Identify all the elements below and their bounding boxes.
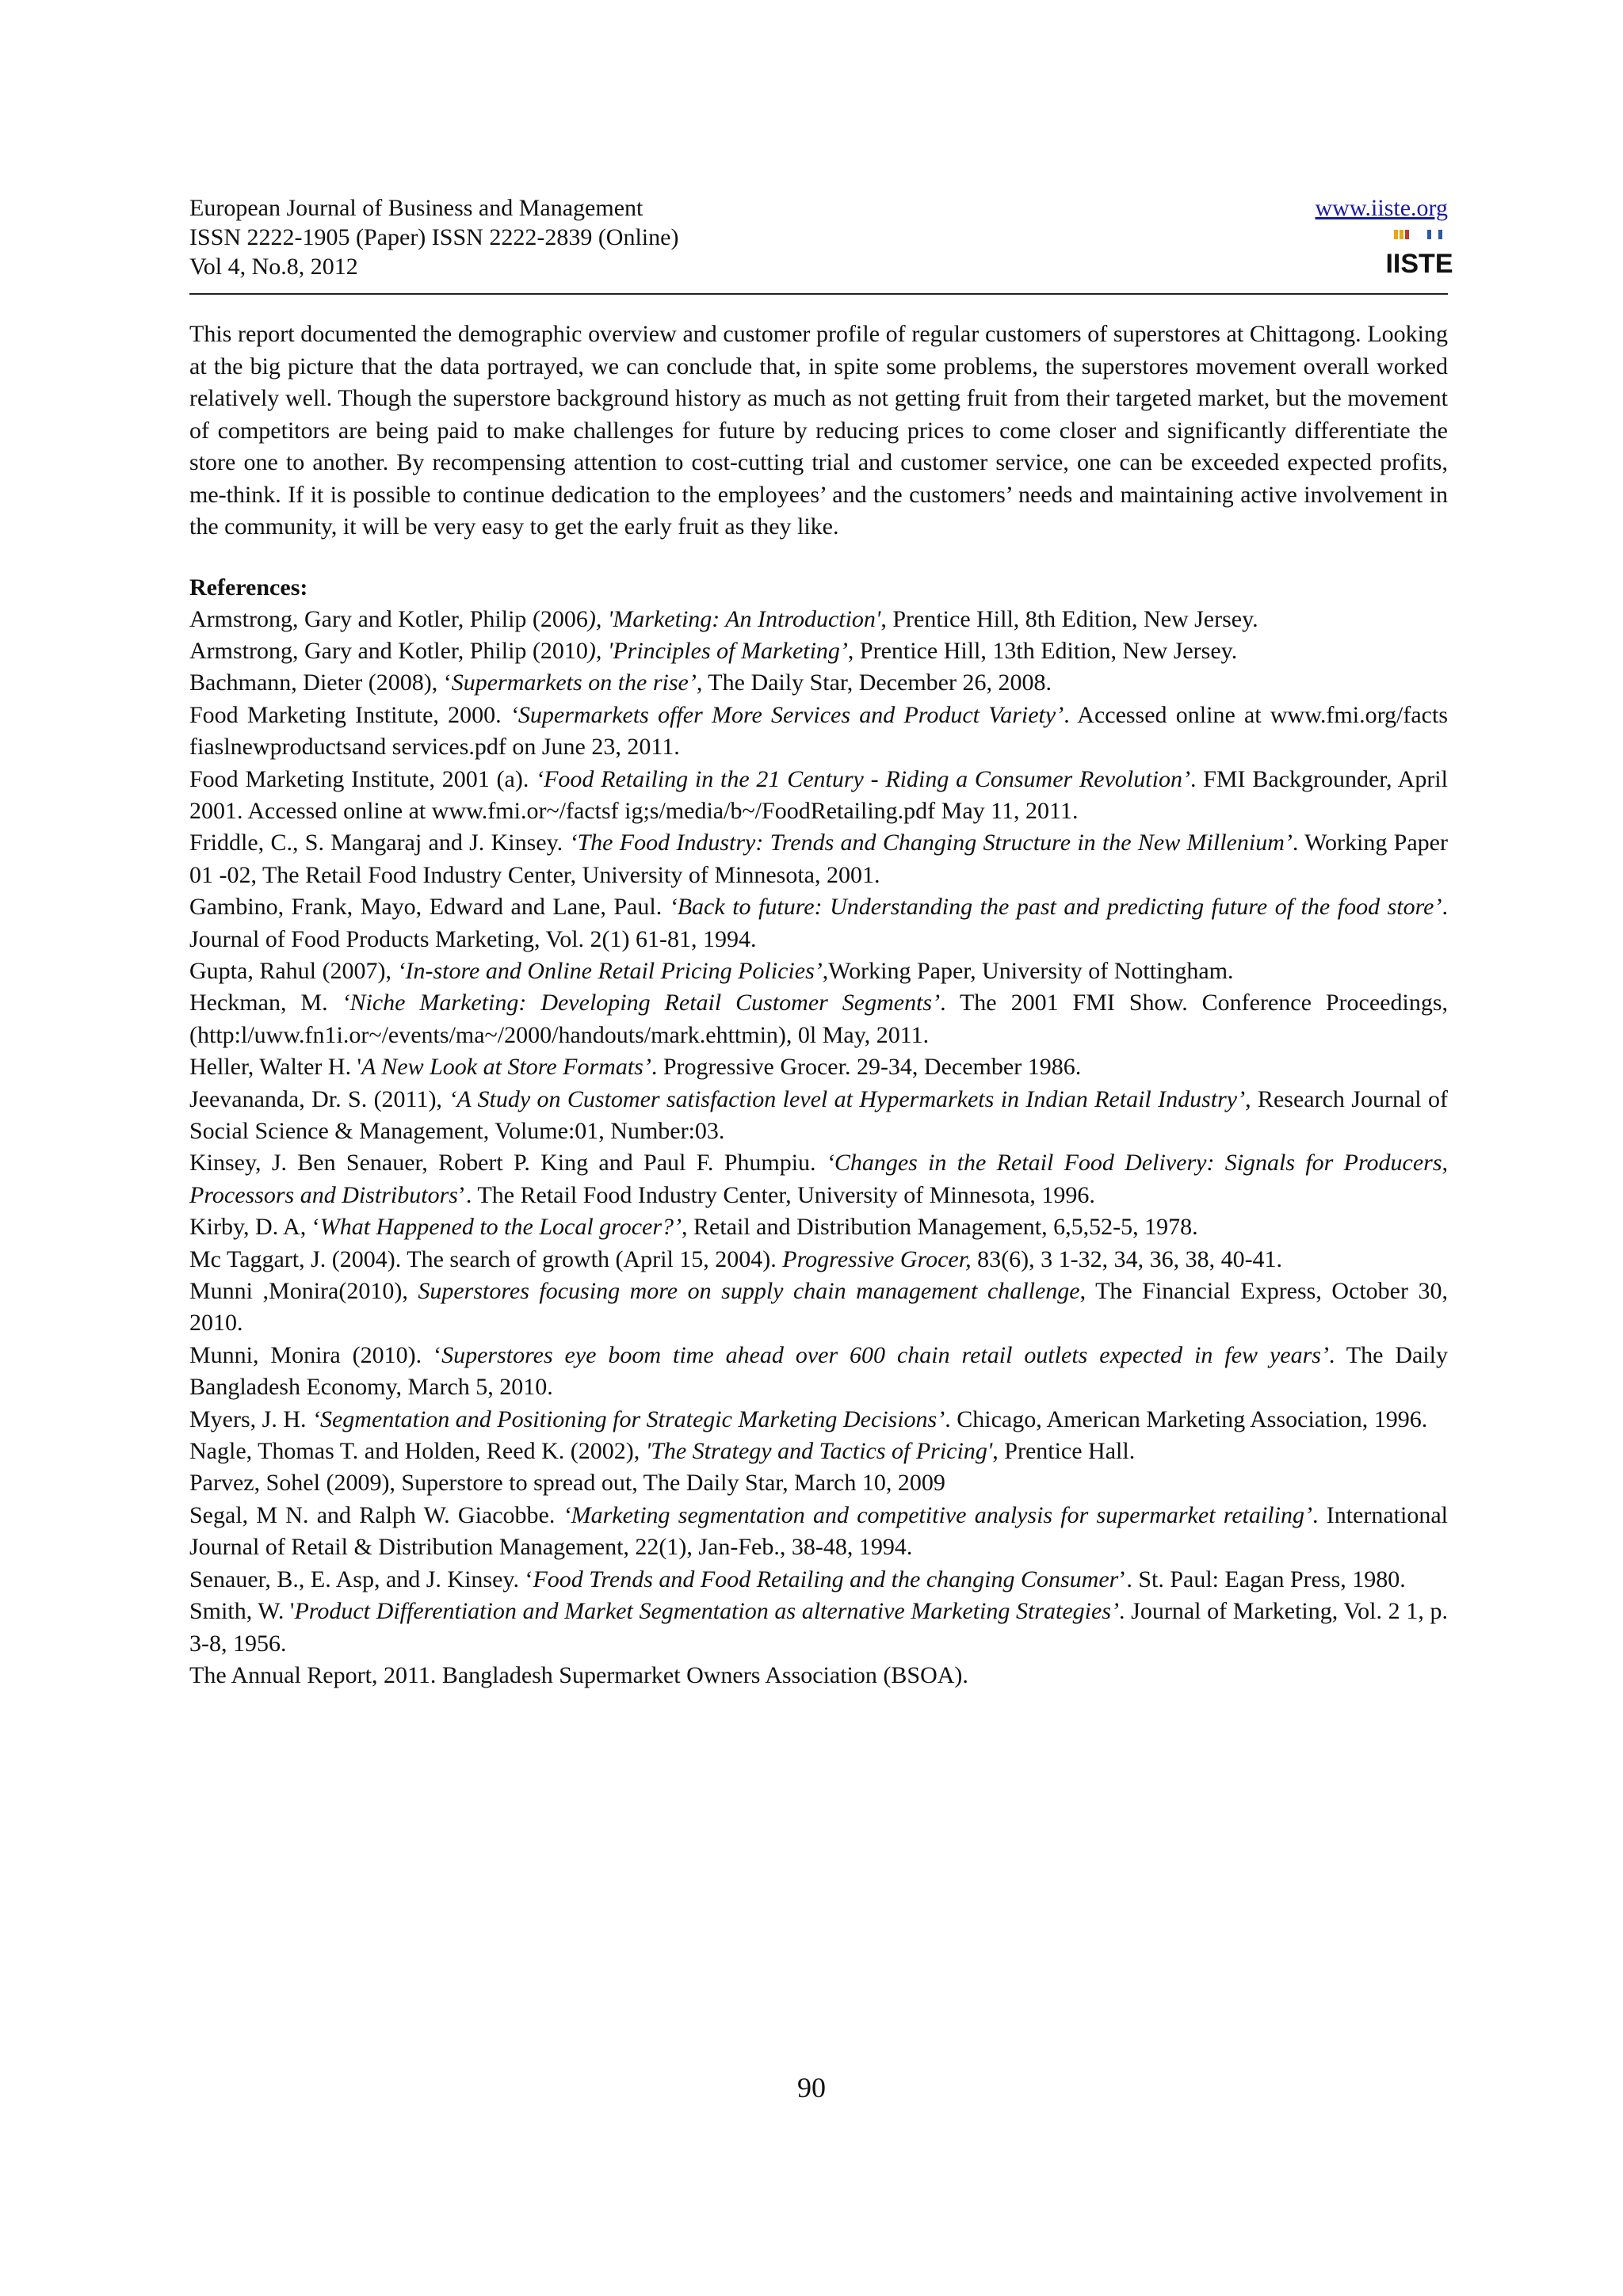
reference-text: Mc Taggart, J. (2004). The search of growth (April 15, 2004).	[189, 1245, 783, 1272]
reference-title: ‘Niche Marketing: Developing Retail Customer Segments’	[342, 990, 941, 1016]
reference-title: ), 'Principles of Marketing’	[587, 637, 848, 664]
reference-entry	[189, 1276, 1448, 1340]
reference-text: Segal, M N. and Ralph W. Giacobbe.	[189, 1501, 563, 1528]
reference-text: Friddle, C., S. Mangaraj and J. Kinsey.	[189, 830, 570, 856]
reference-entry	[189, 635, 1448, 667]
reference-entry	[189, 1596, 1448, 1660]
page-content	[189, 193, 1453, 1691]
reference-text: Heckman, M.	[189, 990, 342, 1016]
reference-text: Smith, W. '	[189, 1598, 295, 1625]
reference-text: , The Financial Express, October 30, 2010.	[189, 1278, 1448, 1337]
reference-title: Superstores eye boom time ahead over 600 chain retail outlets expected in few years’	[441, 1341, 1329, 1368]
reference-title: 'The Strategy and Tactics of Pricing'	[645, 1438, 993, 1465]
reference-text: Parvez, Sohel (2009), Superstore to spread out, The Daily Star, March 10, 2009	[189, 1470, 945, 1497]
reference-text: . FMI Backgrounder, April 2001. Accessed online at www.fmi.or~/factsf ig;s/media/b~/FoodRetailing.pdf May 11, 2011.	[189, 765, 1448, 824]
reference-entry	[189, 1404, 1448, 1436]
reference-title: ‘Marketing segmentation and competitive analysis for supermarket retailing’	[563, 1501, 1312, 1528]
reference-text: Food Marketing Institute, 2001 (a).	[189, 765, 537, 792]
reference-entry	[189, 1147, 1448, 1211]
reference-text: Senauer, B., E. Asp, and J. Kinsey. ‘	[189, 1566, 533, 1592]
iiste-logo	[1385, 228, 1453, 279]
journal-volume: Vol 4, No.8, 2012	[189, 254, 358, 280]
reference-text: Bachmann, Dieter (2008), ‘	[189, 669, 452, 696]
reference-text: Myers, J. H.	[189, 1405, 312, 1432]
reference-title: ‘Food Retailing in the 21 Century - Riding a Consumer Revolution’	[536, 765, 1190, 792]
reference-text: , Retail and Distribution Management, 6,5,52-5, 1978.	[682, 1214, 1198, 1241]
reference-entry	[189, 1467, 1448, 1499]
reference-entry	[189, 987, 1448, 1051]
reference-text: Food Marketing Institute, 2000.	[189, 701, 510, 728]
reference-text: . Accessed online at www.fmi.org/facts fiaslnewproductsand services.pdf on June 23, 2011.	[189, 701, 1448, 761]
reference-title: ‘The Food Industry: Trends and Changing Structure in the New Millenium’	[569, 830, 1293, 856]
reference-title: ‘Back to future: Understanding the past and predicting future of the food store’	[669, 894, 1442, 921]
references-heading: References:	[189, 574, 308, 601]
reference-entry	[189, 1564, 1448, 1596]
reference-title: Superstores focusing more on supply chain management challenge	[418, 1278, 1080, 1305]
reference-text: Kinsey, J. Ben Senauer, Robert P. King and Paul F. Phumpiu.	[189, 1150, 827, 1177]
header-divider	[189, 293, 1448, 295]
journal-header	[189, 193, 1453, 295]
reference-text: . Journal of Food Products Marketing, Vol. 2(1) 61-81, 1994.	[189, 894, 1448, 952]
svg-text:IISTE: IISTE	[1385, 249, 1453, 279]
reference-text: . Working Paper 01 -02, The Retail Food Industry Center, University of Minnesota, 2001.	[189, 830, 1448, 888]
reference-title: ‘A Study on Customer satisfaction level at Hypermarkets in Indian Retail Industry’	[449, 1085, 1246, 1112]
reference-title: A New Look at Store Formats’	[361, 1054, 651, 1081]
reference-text: , Prentice Hall.	[992, 1438, 1136, 1465]
reference-title: Supermarkets on the rise’	[451, 669, 697, 696]
reference-entry	[189, 1436, 1448, 1467]
reference-entry	[189, 1051, 1448, 1083]
reference-text: Kirby, D. A, ‘	[189, 1214, 320, 1241]
reference-title: ‘Changes in the Retail Food Delivery: Signals for Producers, Processors and Distributors	[189, 1150, 1448, 1208]
reference-text: Nagle, Thomas T. and Holden, Reed K. (2002),	[189, 1438, 646, 1465]
reference-text: ’. The Retail Food Industry Center, University of Minnesota, 1996.	[457, 1181, 1095, 1208]
reference-text: Gambino, Frank, Mayo, Edward and Lane, Paul.	[189, 894, 670, 921]
references-list	[189, 604, 1448, 1692]
reference-text: ,Working Paper, University of Nottingham.	[822, 957, 1234, 984]
reference-text: Munni ,Monira(2010),	[189, 1278, 418, 1305]
reference-text: , The Daily Star, December 26, 2008.	[696, 669, 1052, 696]
reference-entry	[189, 955, 1448, 987]
reference-text: . The Daily Bangladesh Economy, March 5, 2010.	[189, 1341, 1449, 1401]
reference-entry	[189, 827, 1448, 891]
reference-title: ), 'Marketing: An Introduction'	[587, 605, 881, 632]
reference-title: Product Differentiation and Market Segmentation as alternative Marketing Strategies’	[294, 1598, 1119, 1625]
reference-title: Food Trends and Food Retailing and the changing Consumer	[533, 1566, 1119, 1592]
reference-text: . Chicago, American Marketing Association, 1996.	[945, 1405, 1428, 1432]
reference-text: Gupta, Rahul (2007),	[189, 957, 398, 984]
reference-title: Progressive Grocer,	[782, 1245, 972, 1272]
reference-title: ‘Segmentation and Positioning for Strategic Marketing Decisions’	[312, 1405, 945, 1432]
journal-name: European Journal of Business and Management	[189, 195, 643, 221]
reference-title: What Happened to the Local grocer?’	[319, 1214, 682, 1241]
reference-entry	[189, 604, 1448, 635]
reference-text: Armstrong, Gary and Kotler, Philip (2006	[189, 605, 588, 632]
reference-text: Heller, Walter H. '	[189, 1054, 361, 1081]
reference-entry	[189, 1244, 1448, 1276]
reference-text: , Prentice Hill, 8th Edition, New Jersey.	[880, 605, 1258, 632]
reference-text: , Research Journal of Social Science & Management, Volume:01, Number:03.	[189, 1085, 1448, 1144]
page-number: 90	[797, 2072, 826, 2103]
reference-text: Jeevananda, Dr. S. (2011),	[189, 1085, 449, 1112]
reference-entry	[189, 1084, 1448, 1148]
reference-text: ’. St. Paul: Eagan Press, 1980.	[1118, 1566, 1406, 1592]
reference-entry	[189, 667, 1448, 699]
reference-entry	[189, 1660, 1448, 1691]
conclusion-paragraph: This report documented the demographic overview and customer profile of regular customers of superstores at Chittagong. Looking at the big picture that the data portrayed, we can conclude that, in spite some problems, the superstores movement overall worked relatively well. Though the superstore background history as much as not getting fruit from their targeted market, but the movement of competitors are being paid to make challenges for future by reducing prices to come closer and significantly differentiate the store one to another. By recompensing attention to cost-cutting trial and customer service, one can be exceeded expected profits, me-think. If it is possible to continue dedication to the employees’ and the customers’ needs and maintaining active involvement in the community, it will be very easy to get the early fruit as they like.	[189, 321, 1448, 540]
reference-entry	[189, 1340, 1448, 1404]
journal-issn: ISSN 2222-1905 (Paper) ISSN 2222-2839 (Online)	[189, 224, 679, 250]
reference-text: Munni, Monira (2010). ‘	[189, 1341, 442, 1368]
reference-text: . The 2001 FMI Show. Conference Proceedings, (http:l/uww.fn1i.or~/events/ma~/2000/handouts/mark.ehttmin), 0l May, 2011.	[189, 990, 1448, 1048]
reference-text: Armstrong, Gary and Kotler, Philip (2010	[189, 637, 588, 664]
reference-text: 83(6), 3 1-32, 34, 36, 38, 40-41.	[971, 1245, 1283, 1272]
reference-text: . Progressive Grocer. 29-34, December 1986.	[651, 1054, 1082, 1081]
reference-entry	[189, 1211, 1448, 1243]
reference-title: ‘Supermarkets offer More Services and Product Variety’	[510, 701, 1064, 728]
reference-entry	[189, 700, 1448, 764]
reference-title: ‘In-store and Online Retail Pricing Policies’	[397, 957, 823, 984]
journal-url-link[interactable]: www.iiste.org	[1315, 195, 1448, 221]
reference-text: The Annual Report, 2011. Bangladesh Supermarket Owners Association (BSOA).	[189, 1661, 968, 1688]
reference-entry	[189, 1500, 1448, 1564]
reference-text: . International Journal of Retail & Distribution Management, 22(1), Jan-Feb., 38-48, 1994.	[189, 1501, 1448, 1561]
reference-text: , Prentice Hill, 13th Edition, New Jersey.	[847, 637, 1238, 664]
reference-entry	[189, 764, 1448, 828]
reference-text: . Journal of Marketing, Vol. 2 1, p. 3-8, 1956.	[189, 1598, 1448, 1657]
reference-entry	[189, 891, 1448, 955]
